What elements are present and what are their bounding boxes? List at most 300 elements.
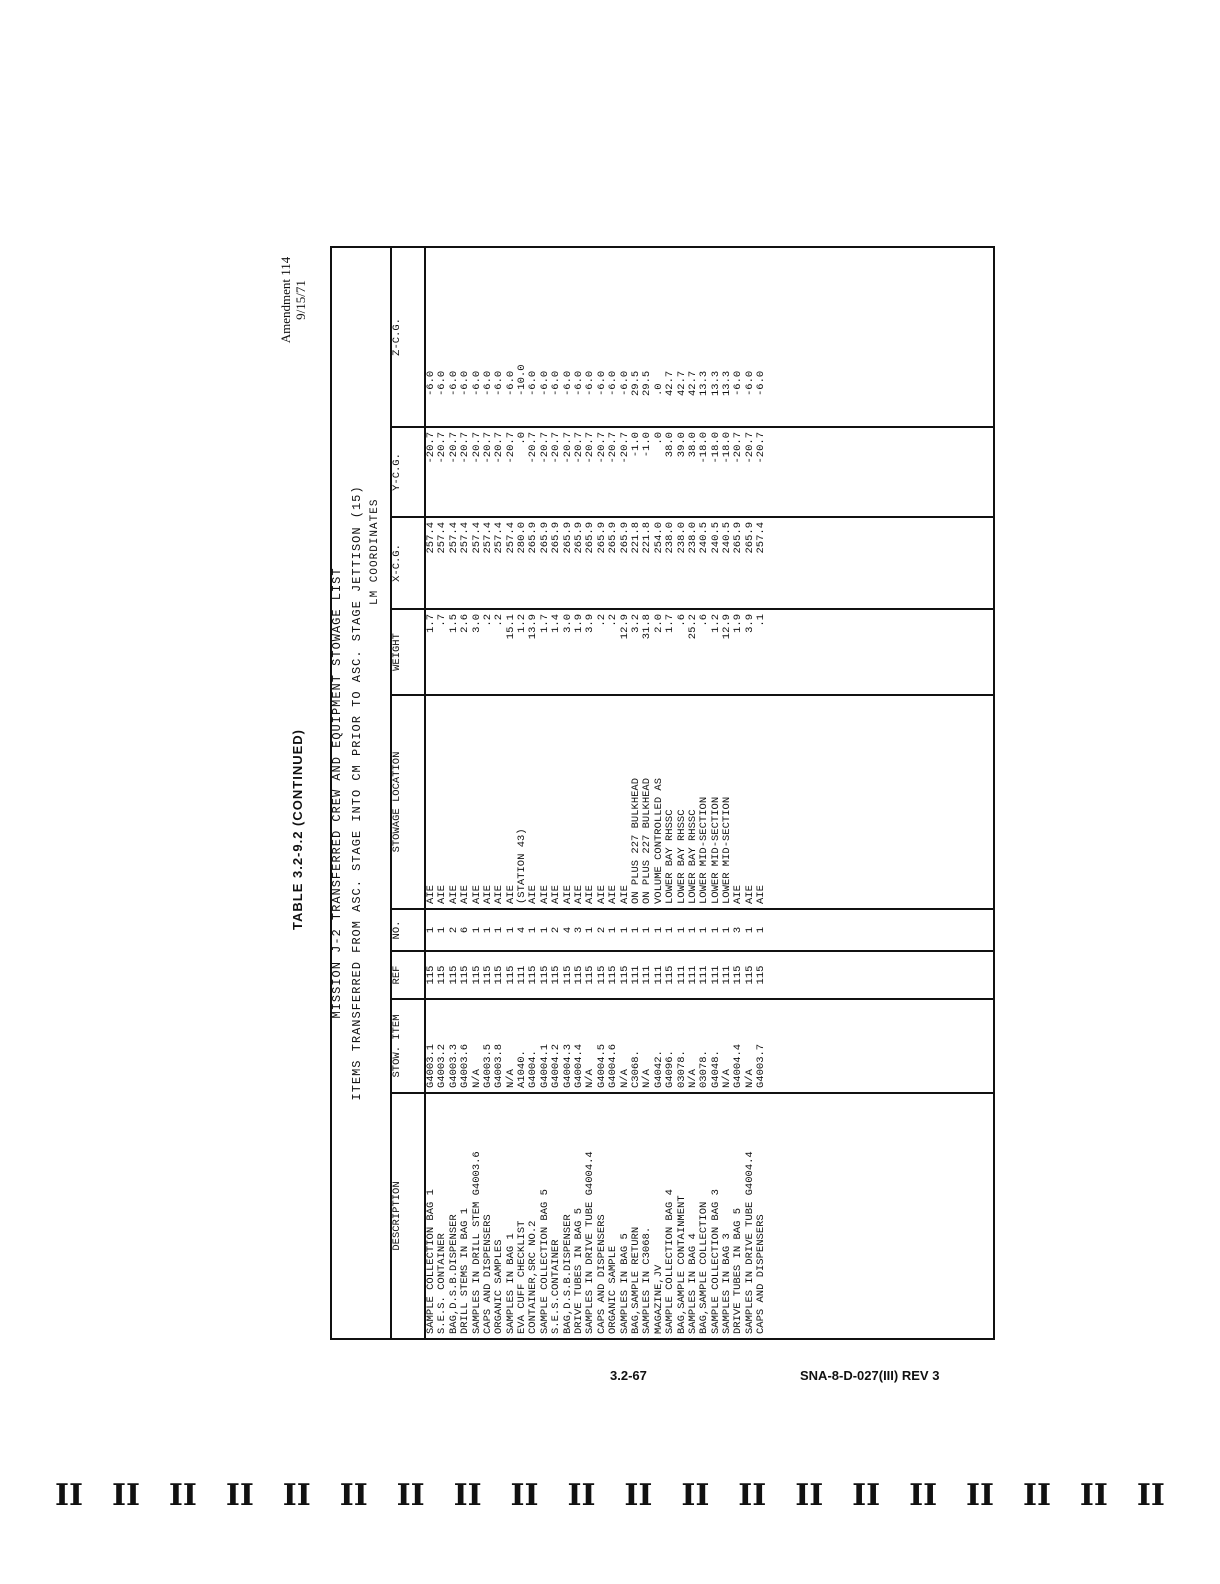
cell-no: 1: [629, 926, 642, 934]
cell-x: 257.4: [447, 522, 460, 554]
table-subheading: ITEMS TRANSFERRED FROM ASC. STAGE INTO CM PRIOR TO ASC. STAGE JETTISON (15): [352, 247, 371, 1339]
cell-y: -18.0: [698, 432, 711, 464]
cell-wt: .2: [595, 614, 608, 627]
cell-desc: SAMPLES IN DRIVE TUBE G4004.4: [743, 1151, 756, 1334]
cell-loc: AIE: [607, 885, 620, 904]
cell-y: 38.0: [686, 432, 699, 458]
cell-no: 1: [618, 926, 631, 934]
edge-mark: II: [624, 1478, 653, 1513]
cell-no: 1: [721, 926, 734, 934]
cell-y: -18.0: [721, 432, 734, 464]
edge-mark: II: [1079, 1478, 1108, 1513]
cell-x: 257.4: [470, 522, 483, 554]
cell-x: 221.8: [629, 522, 642, 554]
cell-z: -6.0: [436, 370, 449, 396]
col-header-no: NO.: [391, 909, 425, 951]
col-header-stow-item: STOW. ITEM: [391, 999, 425, 1093]
cell-x: 265.9: [538, 522, 551, 554]
cell-x: 221.8: [641, 522, 654, 554]
cell-y: -20.7: [493, 432, 506, 464]
cell-ref: 111: [721, 965, 734, 985]
cell-wt: 12.9: [618, 614, 631, 640]
cell-desc: SAMPLES IN BAG 4: [686, 1233, 699, 1334]
cell-z: -6.0: [743, 370, 756, 396]
cell-desc: DRILL STEMS IN BAG 1: [459, 1207, 472, 1334]
table-title: TABLE 3.2-9.2 (CONTINUED): [290, 729, 305, 930]
cell-x: 265.9: [732, 522, 745, 554]
cell-no: 3: [573, 926, 586, 934]
cell-stow: G4096.: [664, 1050, 677, 1088]
cell-x: 257.4: [493, 522, 506, 554]
zcg-column: [425, 247, 994, 427]
edge-mark: II: [168, 1478, 197, 1513]
cell-no: 1: [709, 926, 722, 934]
cell-desc: MAGAZINE,JV: [652, 1264, 665, 1334]
cell-x: 254.0: [652, 522, 665, 554]
cell-y: -20.7: [743, 432, 756, 464]
cell-ref: 115: [527, 965, 540, 985]
cell-desc: BAG,D.S.B.DISPENSER: [447, 1214, 460, 1334]
cell-desc: SAMPLES IN BAG 3: [721, 1233, 734, 1334]
cell-z: -6.0: [561, 370, 574, 396]
rotated-table-container: [330, 248, 995, 1340]
cell-desc: CONTAINER,SRC NO.2: [527, 1220, 540, 1334]
cell-stow: G4048.: [709, 1050, 722, 1088]
cell-loc: AIE: [447, 885, 460, 904]
cell-x: 240.5: [709, 522, 722, 554]
cell-loc: AIE: [595, 885, 608, 904]
edge-mark: II: [1136, 1478, 1165, 1513]
cell-x: 257.4: [424, 522, 437, 554]
cell-y: -20.7: [573, 432, 586, 464]
edge-mark: II: [909, 1478, 938, 1513]
document-id: SNA-8-D-027(III) REV 3: [800, 1368, 940, 1383]
cell-stow: N/A: [641, 1069, 654, 1088]
cell-loc: VOLUME CONTROLLED AS: [652, 777, 665, 904]
cell-y: -20.7: [618, 432, 631, 464]
cell-wt: 3.9: [743, 614, 756, 633]
cell-stow: G4004.4: [732, 1043, 745, 1088]
cell-wt: 2.6: [459, 614, 472, 633]
cell-wt: 15.1: [504, 614, 517, 640]
cell-no: 1: [652, 926, 665, 934]
cell-ref: 111: [675, 965, 688, 985]
cell-stow: G4003.7: [755, 1043, 768, 1088]
cell-x: 265.9: [584, 522, 597, 554]
cell-wt: 1.9: [732, 614, 745, 633]
cell-no: 6: [459, 926, 472, 934]
cell-ref: 111: [516, 965, 529, 985]
cell-desc: BAG,SAMPLE COLLECTION: [698, 1201, 711, 1334]
cell-desc: BAG,SAMPLE CONTAINMENT: [675, 1195, 688, 1334]
cell-desc: SAMPLE COLLECTION BAG 5: [538, 1189, 551, 1334]
cell-no: 1: [584, 926, 597, 934]
cell-z: -6.0: [424, 370, 437, 396]
description-column: [425, 1093, 994, 1339]
cell-z: 29.5: [629, 370, 642, 396]
cell-desc: CAPS AND DISPENSERS: [595, 1214, 608, 1334]
cell-no: 1: [527, 926, 540, 934]
cell-z: .0: [652, 383, 665, 396]
cell-loc: AIE: [459, 885, 472, 904]
cell-loc: LOWER BAY RHSSC: [664, 809, 677, 904]
cell-y: -20.7: [584, 432, 597, 464]
cell-x: 257.4: [755, 522, 768, 554]
cell-y: -20.7: [595, 432, 608, 464]
cell-ref: 115: [573, 965, 586, 985]
cell-ref: 115: [424, 965, 437, 985]
cell-x: 238.0: [686, 522, 699, 554]
cell-loc: AIE: [732, 885, 745, 904]
col-header-xcg: X-C.G.: [391, 517, 425, 609]
cell-y: -20.7: [732, 432, 745, 464]
cell-no: 3: [732, 926, 745, 934]
cell-stow: N/A: [743, 1069, 756, 1088]
cell-loc: AIE: [527, 885, 540, 904]
cell-ref: 115: [447, 965, 460, 985]
edge-mark: II: [510, 1478, 539, 1513]
cell-stow: N/A: [584, 1069, 597, 1088]
cell-desc: SAMPLES IN BAG 1: [504, 1233, 517, 1334]
cell-z: -6.0: [447, 370, 460, 396]
cell-desc: CAPS AND DISPENSERS: [755, 1214, 768, 1334]
cell-stow: G4042.: [652, 1050, 665, 1088]
cell-no: 1: [641, 926, 654, 934]
cell-x: 257.4: [504, 522, 517, 554]
ref-column: [425, 951, 994, 999]
cell-ref: 115: [618, 965, 631, 985]
cell-wt: .6: [675, 614, 688, 627]
cell-stow: G4003.8: [493, 1043, 506, 1088]
cell-desc: CAPS AND DISPENSERS: [481, 1214, 494, 1334]
cell-x: 265.9: [527, 522, 540, 554]
cell-loc: AIE: [538, 885, 551, 904]
cell-stow: C3068.: [629, 1050, 642, 1088]
cell-z: -6.0: [573, 370, 586, 396]
cell-wt: 1.9: [573, 614, 586, 633]
table-body-row: [425, 247, 994, 1339]
edge-mark: II: [225, 1478, 254, 1513]
cell-loc: LOWER BAY RHSSC: [686, 809, 699, 904]
cell-z: -6.0: [595, 370, 608, 396]
cell-y: -20.7: [504, 432, 517, 464]
cell-stow: G4004.: [527, 1050, 540, 1088]
cell-z: -6.0: [618, 370, 631, 396]
cell-loc: LOWER BAY RHSSC: [675, 809, 688, 904]
cell-desc: DRIVE TUBES IN BAG 5: [732, 1207, 745, 1334]
cell-z: -6.0: [493, 370, 506, 396]
edge-mark: II: [681, 1478, 710, 1513]
cell-desc: SAMPLES IN BAG 5: [618, 1233, 631, 1334]
cell-no: 1: [755, 926, 768, 934]
location-column: [425, 695, 994, 909]
cell-wt: 2.0: [652, 614, 665, 633]
cell-wt: 31.8: [641, 614, 654, 640]
cell-stow: 03078.: [698, 1050, 711, 1088]
cell-ref: 115: [481, 965, 494, 985]
col-header-location: STOWAGE LOCATION: [391, 695, 425, 909]
cell-wt: 1.2: [516, 614, 529, 633]
ycg-column: [425, 427, 994, 517]
cell-y: -20.7: [527, 432, 540, 464]
cell-wt: 1.5: [447, 614, 460, 633]
cell-no: 4: [561, 926, 574, 934]
cell-loc: AIE: [561, 885, 574, 904]
cell-wt: 13.9: [527, 614, 540, 640]
cell-wt: 3.0: [561, 614, 574, 633]
cell-no: 1: [664, 926, 677, 934]
cell-wt: .2: [493, 614, 506, 627]
cell-no: 1: [493, 926, 506, 934]
cell-y: -20.7: [436, 432, 449, 464]
cell-wt: 25.2: [686, 614, 699, 640]
cell-y: -18.0: [709, 432, 722, 464]
cell-z: -6.0: [607, 370, 620, 396]
col-header-ycg: Y-C.G.: [391, 427, 425, 517]
cell-loc: AIE: [584, 885, 597, 904]
cell-wt: 1.7: [538, 614, 551, 633]
cell-z: 42.7: [664, 370, 677, 396]
cell-wt: .2: [607, 614, 620, 627]
cell-x: 265.9: [561, 522, 574, 554]
cell-desc: SAMPLE COLLECTION BAG 1: [424, 1189, 437, 1334]
cell-stow: G4003.1: [424, 1043, 437, 1088]
cell-no: 1: [481, 926, 494, 934]
cell-x: 240.5: [721, 522, 734, 554]
cell-desc: BAG,SAMPLE RETURN: [629, 1226, 642, 1334]
cell-no: 2: [595, 926, 608, 934]
cell-stow: G4004.1: [538, 1043, 551, 1088]
edge-mark: II: [738, 1478, 767, 1513]
cell-z: 13.3: [721, 370, 734, 396]
cell-stow: A1040.: [516, 1050, 529, 1088]
edge-mark: II: [396, 1478, 425, 1513]
cell-stow: G4003.5: [481, 1043, 494, 1088]
cell-wt: 3.9: [584, 614, 597, 633]
cell-x: 265.9: [573, 522, 586, 554]
cell-loc: AIE: [743, 885, 756, 904]
cell-ref: 111: [652, 965, 665, 985]
cell-x: 257.4: [459, 522, 472, 554]
cell-x: 238.0: [675, 522, 688, 554]
no-column: [425, 909, 994, 951]
cell-no: 2: [550, 926, 563, 934]
cell-stow: G4003.6: [459, 1043, 472, 1088]
cell-stow: N/A: [686, 1069, 699, 1088]
cell-ref: 115: [436, 965, 449, 985]
cell-z: -6.0: [481, 370, 494, 396]
cell-ref: 111: [641, 965, 654, 985]
cell-no: 1: [743, 926, 756, 934]
cell-wt: 12.9: [721, 614, 734, 640]
cell-ref: 111: [698, 965, 711, 985]
cell-ref: 115: [470, 965, 483, 985]
cell-x: 265.9: [550, 522, 563, 554]
cell-y: -1.0: [641, 432, 654, 458]
cell-desc: SAMPLES IN C3068.: [641, 1226, 654, 1334]
cell-stow: G4004.3: [561, 1043, 574, 1088]
cell-z: 42.7: [675, 370, 688, 396]
cell-loc: LOWER MID-SECTION: [709, 796, 722, 904]
cell-y: -20.7: [470, 432, 483, 464]
cell-ref: 115: [755, 965, 768, 985]
cell-wt: .7: [436, 614, 449, 627]
cell-z: -6.0: [550, 370, 563, 396]
cell-x: 257.4: [481, 522, 494, 554]
cell-no: 1: [424, 926, 437, 934]
cell-ref: 111: [686, 965, 699, 985]
cell-loc: (STATION 43): [516, 828, 529, 904]
cell-desc: ORGANIC SAMPLE: [607, 1245, 620, 1334]
cell-stow: N/A: [721, 1069, 734, 1088]
edge-mark: II: [795, 1478, 824, 1513]
cell-x: 240.5: [698, 522, 711, 554]
cell-y: -20.7: [447, 432, 460, 464]
cell-no: 1: [607, 926, 620, 934]
edge-index-marks: [55, 1478, 1165, 1518]
cell-desc: SAMPLES IN DRILL STEM G4003.6: [470, 1151, 483, 1334]
cell-no: 1: [436, 926, 449, 934]
cell-y: -20.7: [481, 432, 494, 464]
cell-loc: AIE: [470, 885, 483, 904]
cell-z: 29.5: [641, 370, 654, 396]
cell-loc: AIE: [424, 885, 437, 904]
edge-mark: II: [852, 1478, 881, 1513]
cell-y: -20.7: [561, 432, 574, 464]
cell-ref: 115: [732, 965, 745, 985]
cell-y: -20.7: [755, 432, 768, 464]
cell-ref: 115: [550, 965, 563, 985]
col-header-description: DESCRIPTION: [391, 1093, 425, 1339]
cell-loc: AIE: [493, 885, 506, 904]
cell-no: 1: [470, 926, 483, 934]
edge-mark: II: [1022, 1478, 1052, 1513]
cell-desc: DRIVE TUBES IN BAG 5: [573, 1207, 586, 1334]
cell-desc: ORGANIC SAMPLES: [493, 1239, 506, 1334]
cell-wt: 1.4: [550, 614, 563, 633]
cell-desc: SAMPLES IN DRIVE TUBE G4004.4: [584, 1151, 597, 1334]
cell-ref: 115: [561, 965, 574, 985]
cell-z: 13.3: [709, 370, 722, 396]
cell-wt: 1.7: [664, 614, 677, 633]
cell-no: 4: [516, 926, 529, 934]
cell-no: 2: [447, 926, 460, 934]
cell-z: -6.0: [732, 370, 745, 396]
cell-x: 265.9: [743, 522, 756, 554]
cell-stow: G4004.6: [607, 1043, 620, 1088]
col-header-zcg: Z-C.G.: [391, 247, 425, 427]
cell-z: -6.0: [755, 370, 768, 396]
cell-loc: AIE: [755, 885, 768, 904]
cell-ref: 115: [607, 965, 620, 985]
cell-y: 39.0: [675, 432, 688, 458]
edge-mark: II: [453, 1478, 482, 1513]
stowage-table: [330, 246, 995, 1340]
cell-ref: 111: [629, 965, 642, 985]
amendment-note: [278, 240, 308, 360]
weight-column: [425, 609, 994, 695]
cell-wt: 3.0: [470, 614, 483, 633]
edge-mark: II: [111, 1478, 141, 1513]
cell-loc: ON PLUS 227 BULKHEAD: [641, 777, 654, 904]
table-heading: MISSION J-2 TRANSFERRED CREW AND EQUIPMENT STOWAGE LIST: [331, 247, 352, 1339]
cell-loc: LOWER MID-SECTION: [721, 796, 734, 904]
cell-ref: 115: [664, 965, 677, 985]
xcg-column: [425, 517, 994, 609]
cell-x: 280.0: [516, 522, 529, 554]
cell-wt: 1.2: [709, 614, 722, 633]
cell-no: 1: [504, 926, 517, 934]
coords-group-label: LM COORDINATES: [370, 247, 391, 609]
cell-y: .0: [652, 432, 665, 445]
cell-loc: AIE: [436, 885, 449, 904]
cell-y: -20.7: [607, 432, 620, 464]
cell-stow: N/A: [618, 1069, 631, 1088]
col-header-weight: WEIGHT: [391, 609, 425, 695]
cell-ref: 115: [459, 965, 472, 985]
cell-loc: AIE: [573, 885, 586, 904]
cell-stow: G4003.2: [436, 1043, 449, 1088]
cell-loc: AIE: [504, 885, 517, 904]
page-number: 3.2-67: [610, 1368, 647, 1383]
edge-mark: II: [567, 1478, 596, 1513]
cell-desc: SAMPLE COLLECTION BAG 3: [709, 1189, 722, 1334]
edge-mark: II: [339, 1478, 368, 1513]
cell-wt: 1.7: [424, 614, 437, 633]
amendment-number: Amendment 114: [278, 256, 293, 344]
cell-ref: 115: [538, 965, 551, 985]
cell-stow: G4004.2: [550, 1043, 563, 1088]
cell-desc: SAMPLE COLLECTION BAG 4: [664, 1189, 677, 1334]
cell-wt: .6: [698, 614, 711, 627]
cell-stow: G4004.5: [595, 1043, 608, 1088]
cell-loc: ON PLUS 227 BULKHEAD: [629, 777, 642, 904]
cell-stow: N/A: [470, 1069, 483, 1088]
cell-stow: 03078.: [675, 1050, 688, 1088]
cell-wt: 3.2: [629, 614, 642, 633]
cell-y: .0: [516, 432, 529, 445]
cell-stow: G4003.3: [447, 1043, 460, 1088]
cell-desc: EVA CUFF CHECKLIST: [516, 1220, 529, 1334]
edge-mark: II: [282, 1478, 311, 1513]
cell-x: 265.9: [618, 522, 631, 554]
cell-loc: AIE: [618, 885, 631, 904]
cell-z: -6.0: [538, 370, 551, 396]
cell-z: 13.3: [698, 370, 711, 396]
cell-z: -6.0: [470, 370, 483, 396]
cell-ref: 115: [743, 965, 756, 985]
edge-mark: II: [966, 1478, 995, 1513]
cell-z: -10.0: [516, 364, 529, 396]
cell-y: -20.7: [538, 432, 551, 464]
cell-y: -20.7: [459, 432, 472, 464]
cell-desc: S.E.S. CONTAINER: [436, 1233, 449, 1334]
cell-desc: BAG,D.S.B.DISPENSER: [561, 1214, 574, 1334]
cell-z: -6.0: [527, 370, 540, 396]
cell-x: 238.0: [664, 522, 677, 554]
cell-no: 1: [675, 926, 688, 934]
edge-mark: II: [55, 1478, 84, 1513]
cell-wt: .2: [481, 614, 494, 627]
cell-x: 257.4: [436, 522, 449, 554]
cell-loc: LOWER MID-SECTION: [698, 796, 711, 904]
cell-no: 1: [698, 926, 711, 934]
cell-ref: 115: [584, 965, 597, 985]
cell-y: -20.7: [550, 432, 563, 464]
cell-x: 265.9: [607, 522, 620, 554]
cell-ref: 111: [709, 965, 722, 985]
cell-loc: AIE: [481, 885, 494, 904]
